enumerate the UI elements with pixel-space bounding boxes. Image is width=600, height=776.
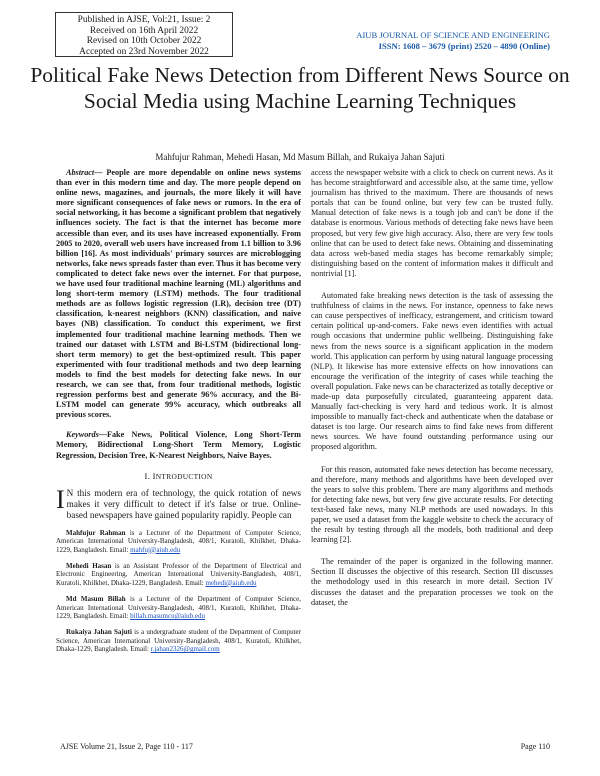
body-paragraph-2: Automated fake breaking news detection is the task of assessing the truthfulness of claims in the news. For instance, openness to fake news can cause perspectives of inefficacy, estrangement, and criticism toward certain political up-and-comers. Fake news even identifies with actual rough occasions that undermine public wellbeing. Distinguishing fake news from the news source is a significant application in the modern world. This application can perform by using natural language processing (NLP). It likewise has more extensive effects on how innovations can encourage the verification of the integrity of cases while teaching the overall population. Fake news can be characterized as totally deceptive or made-up data purposefully circulated, guaranteeing apparent data. Manually fact-checking is very hard and tedious work. It is almost impossible to manually fact-check and authenticate when the database or dataset is too large. Our research aims to find fake news from different news sources. We have found outstanding performance using our proposed algorithm. [311,291,553,452]
footnote-text: is a Lecturer of the Department of Computer Science, American International University-Bangladesh, 408/1, Kuratoli, Khilkhet, Dhaka-1229, Bangladesh. Email: [56,528,301,554]
journal-issn: ISSN: 1608 – 3679 (print) 2520 – 4890 (Online) [378,41,550,51]
paper-authors: Mahfujur Rahman, Mehedi Hasan, Md Masum Billah, and Rukaiya Jahan Sajuti [155,152,445,162]
section-title-rest: NTRODUCTION [155,471,213,481]
footnote-author-name: Mahfujur Rahman [66,528,126,537]
author-footnote-4 [56,628,301,653]
keywords-label: Keywords [66,430,99,440]
author-footnote-2 [56,562,301,587]
keywords [56,430,301,460]
paper-title: Political Fake News Detection from Different News Source on Social Media using Machine Learning Techniques [30,63,570,113]
right-column [311,168,553,608]
footnote-email-link[interactable]: billah.masumcu@aiub.edu [130,611,205,620]
left-column [56,168,301,654]
journal-header [356,30,550,52]
footnote-text: is an Assistant Professor of the Department of Electrical and Electronic Engineering, American International University-Bangladesh, 408/1, Kuratoli, Khilkhet, Dhaka-1229, Bangladesh. Email: [56,561,301,587]
abstract-label: Abstract [66,168,95,177]
intro-paragraph [56,484,301,521]
footnote-author-name: Mehedi Hasan [66,561,112,570]
accepted-line: Accepted on 23rd November 2022 [79,46,209,57]
footer-page-number: Page 110 [520,742,550,751]
publication-info-box [55,12,233,57]
section-numeral: I. [144,470,151,481]
intro-text: N this modern era of technology, the quick rotation of news makes it very difficult to detect if it's false or true. Online-based newspapers have gained popularity rapidly. People can [66,487,301,520]
footer-volume-info: AJSE Volume 21, Issue 2, Page 110 - 117 [60,742,193,751]
intro-dropcap: I [56,484,65,514]
footnote-email-link[interactable]: r.jahan2326@gmail.com [150,645,220,654]
author-footnote-3 [56,595,301,620]
abstract-text: — People are more dependable on online news systems than ever in this modern time and day. The more people depend on online news, magazines, and journals, the more likely it will have more significant consequences of fake news or rumors. In the era of social networking, it has become a significant problem that negatively influences society. The fact is that the internet has become more accessible than ever, and its uses have increased exponentially. From 2005 to 2020, overall web users have increased from 1.1 billion to 3.96 billion [16]. As most individuals' primary sources are microblogging networks, fake news spreads faster than ever. Thus it has become very complicated to detect fake news over the internet. For that purpose, we have used four traditional machine learning (ML) algorithms and long short-term memory (LSTM) methods. The four traditional methods are as follows logistic regression (LR), decision tree (DT) classification, k-nearest neighbors (KNN) classification, and naive bayes (NB) classification. To conduct this experiment, we first implemented four traditional machine learning methods. Then we trained our dataset with LSTM and Bi-LSTM (bidirectional long-short term memory) to get the best-optimized result. This paper experimented with four traditional methods and two deep learning models to find the best models for detecting fake news. In our research, we can see that, from four traditional methods, logistic regression performs best and generate 96% accuracy, and the Bi-LSTM model can generate 99% accuracy, which outbreaks all previous scores. [56,168,301,420]
published-line: Published in AJSE, Vol:21, Issue: 2 [77,15,211,25]
author-footnote-1 [56,529,301,554]
footnote-email-link[interactable]: mehedi@aiub.edu [205,578,257,587]
revised-line: Revised on 10th October 2022 [86,36,202,47]
keywords-text: —Fake News, Political Violence, Long Short-Term Memory, Bidirectional Long-Short Term Memory, Logistic Regression, Decision Tree, K-Nearest Neighbors, Naive Bayes. [56,430,301,460]
footnote-author-name: Md Masum Billah [66,595,126,604]
footnote-text: is a Lecturer of the Department of Computer Science, American International University-Bangladesh, 408/1, Kuratoli, Khilkhet, Dhaka-1229, Bangladesh. Email: [56,595,302,620]
abstract [56,168,301,420]
received-line: Received on 16th April 2022 [89,25,199,36]
footnote-author-name: Rukaiya Jahan Sajuti [66,628,132,637]
section-heading-introduction [56,471,301,482]
journal-name: AIUB JOURNAL OF SCIENCE AND ENGINEERING [356,30,550,40]
footnote-text: is a undergraduate student of the Department of Computer Science, American International University-Bangladesh, 408/1, Kuratoli, Khilkhet, Dhaka-1229, Bangladesh. Email: [56,628,301,654]
body-paragraph-1: access the newspaper website with a click to check on current news. As it has become straightforward and accessible also, at the same time, yellow journalism has thrived to the maximum. There are thousands of news portals that can be found online, but very few can be trusted fully. Manual detection of fake news is a tough job and can't be done if the database is enormous. Various methods of detecting fake news have been proposed, but very few give high accuracy. Also, there are very few tools online that can be used to detect fake news. Obtaining and disseminating data across web-based media stages has become remarkably simple; distinguishing based on the content of information makes it difficult and nontrivial [1]. [311,168,553,278]
footnote-email-link[interactable]: mahfuj@aiub.edu [130,545,181,554]
body-paragraph-4: The remainder of the paper is organized in the following manner. Section II discusses the objective of this research. Section III discusses the methodology used in this research in more detail. Section IV discusses the dataset and the preparation processes we took on the dataset, the [311,557,553,607]
section-title-first: I [152,470,156,481]
body-paragraph-3: For this reason, automated fake news detection has become necessary, and therefore, many methods and algorithms have been developed over the years to solve this problem. There are many algorithms and methods for detecting fake news, but very few give accurate results. For detecting text-based fake news, many NLP methods are used nowadays. In this paper, we used a dataset from the kaggle website to check the accuracy of the result by testing through all the models, both traditional and deep learning [2]. [311,464,553,545]
